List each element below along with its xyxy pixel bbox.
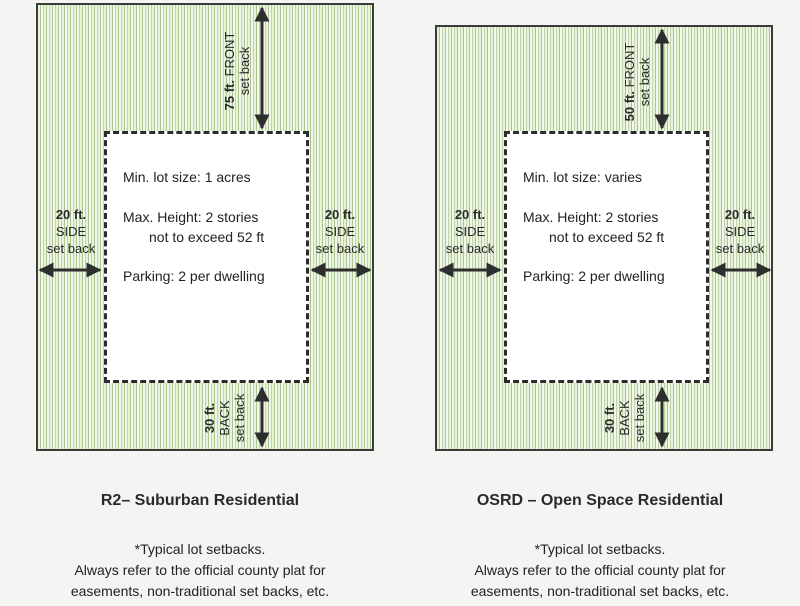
r2-side-left-label bbox=[36, 206, 106, 257]
r2-front-value: 75 ft. bbox=[222, 80, 237, 111]
osrd-back-text: BACK bbox=[617, 400, 632, 436]
r2-note-line-1: *Typical lot setbacks. bbox=[134, 541, 266, 557]
osrd-note-line-3: easements, non-traditional set backs, etc. bbox=[470, 583, 730, 599]
r2-back-sub: set back bbox=[232, 393, 247, 443]
osrd-back-value: 30 ft. bbox=[602, 402, 617, 434]
r2-back-text: BACK bbox=[217, 400, 232, 436]
osrd-max-height: Max. Height: 2 stories bbox=[523, 209, 659, 225]
osrd-side-left-value: 20 ft. bbox=[454, 207, 486, 222]
r2-back-value: 30 ft. bbox=[202, 402, 217, 434]
osrd-back-setback-label bbox=[602, 383, 648, 453]
osrd-back-sub: set back bbox=[632, 393, 647, 443]
osrd-zone-title: OSRD – Open Space Residential bbox=[476, 492, 724, 509]
osrd-front-sub: set back bbox=[637, 57, 652, 107]
r2-note-line-2: Always refer to the official county plat for bbox=[74, 562, 326, 578]
r2-side-left-sub: set back bbox=[46, 241, 96, 256]
osrd-side-right-value: 20 ft. bbox=[724, 207, 756, 222]
osrd-side-left-label bbox=[435, 206, 505, 257]
osrd-parking: Parking: 2 per dwelling bbox=[523, 268, 665, 284]
r2-note-line-3: easements, non-traditional set backs, etc. bbox=[70, 583, 330, 599]
osrd-note-line-1: *Typical lot setbacks. bbox=[534, 541, 666, 557]
osrd-panel bbox=[400, 0, 800, 606]
osrd-side-right-text: SIDE bbox=[724, 224, 756, 239]
r2-max-height: Max. Height: 2 stories bbox=[123, 209, 259, 225]
r2-side-left-value: 20 ft. bbox=[55, 207, 87, 222]
osrd-front-text: FRONT bbox=[622, 42, 637, 88]
osrd-front-setback-label bbox=[622, 22, 658, 142]
osrd-front-value: 50 ft. bbox=[622, 91, 637, 122]
osrd-min-lot-size: Min. lot size: varies bbox=[523, 169, 643, 185]
r2-parking: Parking: 2 per dwelling bbox=[123, 268, 265, 284]
r2-back-setback-label bbox=[202, 383, 248, 453]
r2-height-limit: not to exceed 52 ft bbox=[149, 229, 265, 245]
r2-front-setback-label bbox=[222, 11, 258, 131]
osrd-side-right-label bbox=[705, 206, 775, 257]
osrd-note-line-2: Always refer to the official county plat for bbox=[474, 562, 726, 578]
osrd-side-left-sub: set back bbox=[445, 241, 495, 256]
osrd-side-left-text: SIDE bbox=[454, 224, 486, 239]
osrd-height-limit: not to exceed 52 ft bbox=[549, 229, 665, 245]
r2-side-right-sub: set back bbox=[315, 241, 365, 256]
r2-side-right-value: 20 ft. bbox=[324, 207, 356, 222]
r2-front-text: FRONT bbox=[222, 31, 237, 77]
r2-min-lot-size: Min. lot size: 1 acres bbox=[123, 169, 251, 185]
r2-side-left-text: SIDE bbox=[55, 224, 87, 239]
r2-side-right-label bbox=[305, 206, 375, 257]
r2-front-sub: set back bbox=[237, 46, 252, 96]
r2-side-right-text: SIDE bbox=[324, 224, 356, 239]
r2-zone-title: R2– Suburban Residential bbox=[100, 492, 300, 509]
osrd-side-right-sub: set back bbox=[715, 241, 765, 256]
